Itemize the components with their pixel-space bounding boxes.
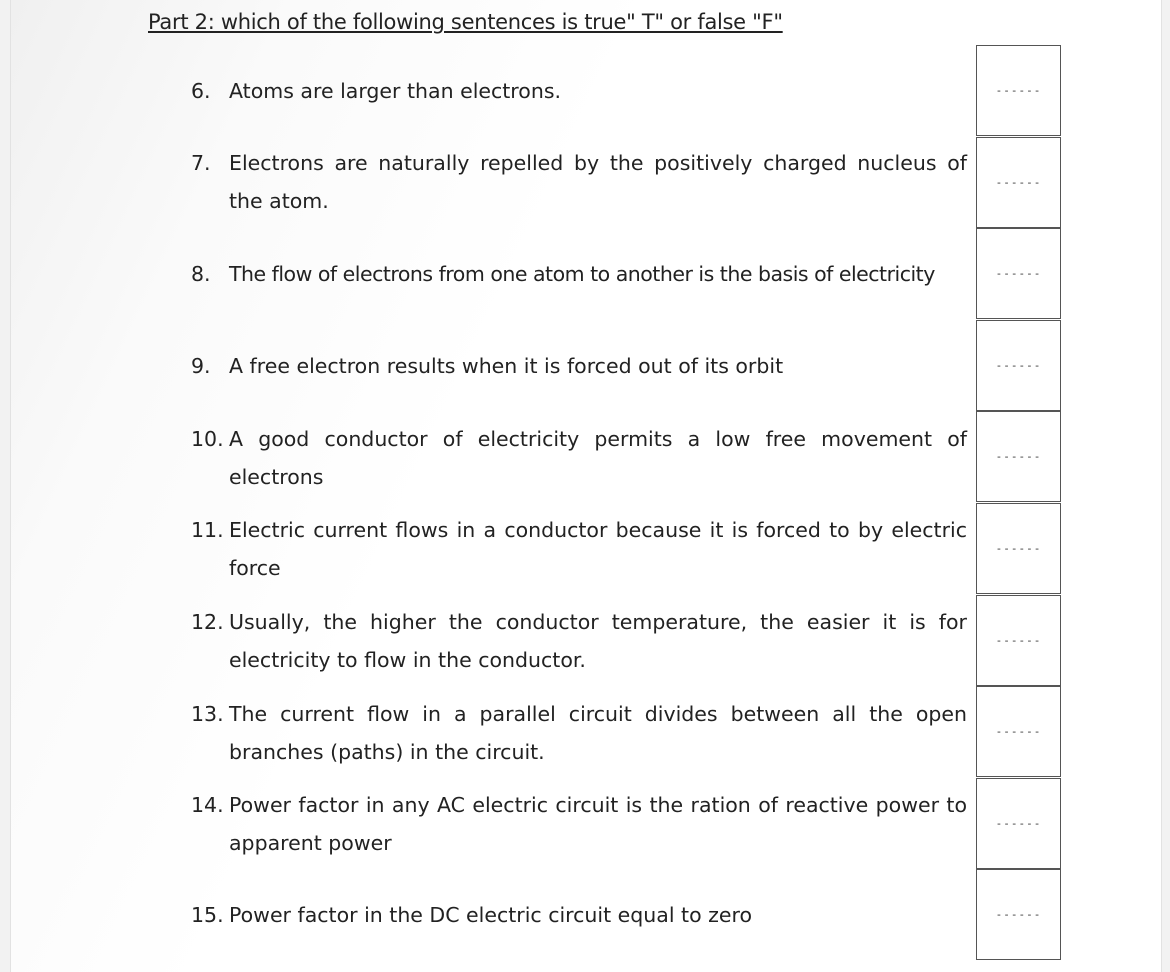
- question-number: 12.: [191, 610, 224, 634]
- question-text: A good conductor of electricity permits a low free movement of electrons: [229, 427, 967, 489]
- answer-box-15[interactable]: [976, 869, 1061, 960]
- answer-box-8[interactable]: [976, 228, 1061, 319]
- question-number: 6.: [191, 79, 211, 103]
- question-number: 11.: [191, 518, 224, 542]
- question-text: Usually, the higher the conductor temperature, the easier it is for electricity to flow in the conductor.: [229, 610, 967, 672]
- answer-box-13[interactable]: [976, 686, 1061, 777]
- question-number: 10.: [191, 427, 224, 451]
- question-7: [191, 144, 967, 220]
- answer-blank: ------: [995, 450, 1042, 463]
- question-text: The flow of electrons from one atom to another is the basis of electricity: [229, 262, 935, 286]
- question-text: Power factor in any AC electric circuit is the ration of reactive power to apparent power: [229, 793, 967, 855]
- answer-blank: ------: [995, 634, 1042, 647]
- answer-blank: ------: [995, 176, 1042, 189]
- answer-blank: ------: [995, 725, 1042, 738]
- question-14: [191, 786, 967, 862]
- question-number: 14.: [191, 793, 224, 817]
- question-9: [191, 347, 967, 385]
- question-text: Power factor in the DC electric circuit equal to zero: [229, 903, 753, 927]
- question-text: A free electron results when it is forced out of its orbit: [229, 354, 784, 378]
- question-8: [191, 255, 967, 293]
- section-title: Part 2: which of the following sentences is true" T" or false "F": [148, 10, 783, 34]
- question-number: 13.: [191, 702, 224, 726]
- question-11: [191, 511, 967, 587]
- answer-blank: ------: [995, 542, 1042, 555]
- question-10: [191, 420, 967, 496]
- answer-box-14[interactable]: [976, 778, 1061, 869]
- answer-box-11[interactable]: [976, 503, 1061, 594]
- answer-box-10[interactable]: [976, 411, 1061, 502]
- answer-blank: ------: [995, 817, 1042, 830]
- answer-box-6[interactable]: [976, 45, 1061, 136]
- question-text: Electrons are naturally repelled by the positively charged nucleus of the atom.: [229, 151, 967, 213]
- question-text: Atoms are larger than electrons.: [229, 79, 562, 103]
- answer-box-12[interactable]: [976, 595, 1061, 686]
- answer-blank: ------: [995, 267, 1042, 280]
- answer-blank: ------: [995, 908, 1042, 921]
- question-number: 8.: [191, 262, 211, 286]
- question-text: The current flow in a parallel circuit divides between all the open branches (paths) in the circuit.: [229, 702, 967, 764]
- answer-box-9[interactable]: [976, 320, 1061, 411]
- question-text: Electric current flows in a conductor because it is forced to by electric force: [229, 518, 967, 580]
- answer-blank: ------: [995, 84, 1042, 97]
- document-page: [10, 0, 1162, 972]
- answer-blank: ------: [995, 359, 1042, 372]
- question-number: 7.: [191, 151, 211, 175]
- answer-box-7[interactable]: [976, 137, 1061, 228]
- question-number: 9.: [191, 354, 211, 378]
- question-13: [191, 695, 967, 771]
- question-12: [191, 603, 967, 679]
- question-15: [191, 896, 967, 934]
- question-6: [191, 72, 967, 110]
- question-number: 15.: [191, 903, 224, 927]
